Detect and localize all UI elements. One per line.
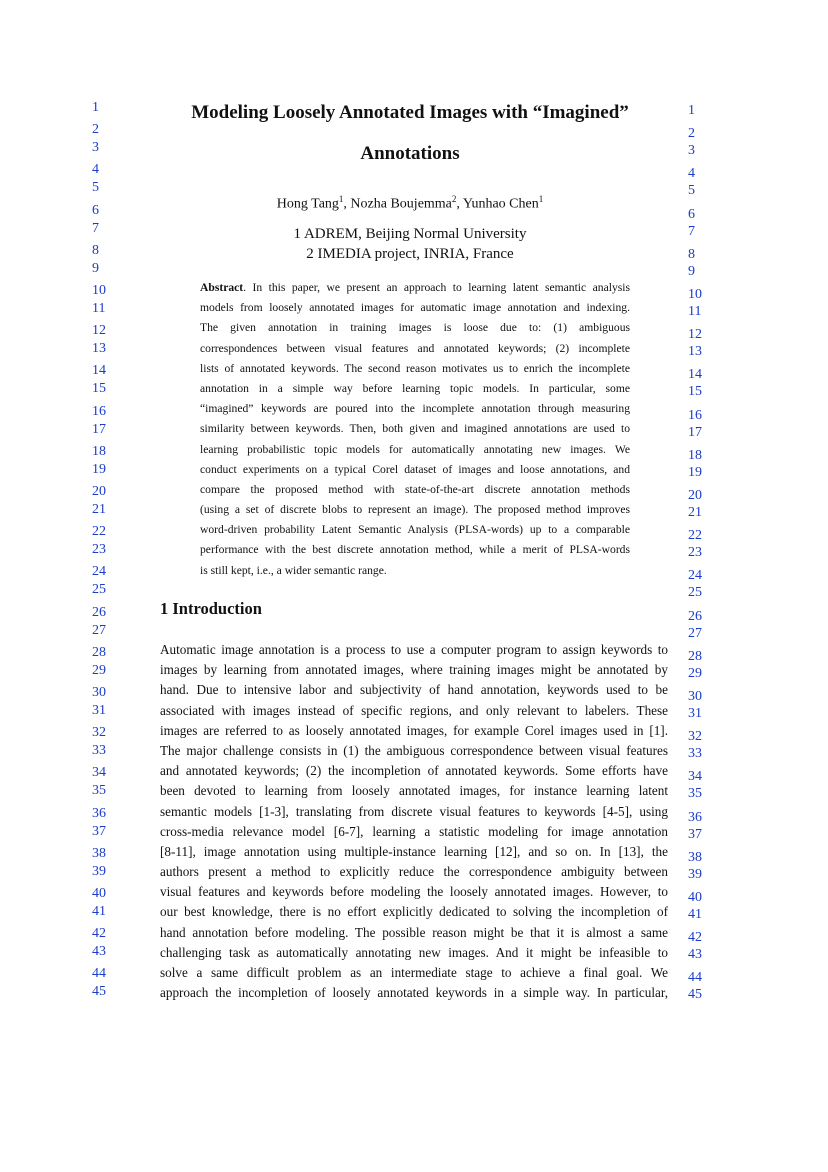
line-number: 40 bbox=[92, 885, 106, 901]
abstract-line: is still kept, i.e., a wider semantic range. bbox=[200, 563, 387, 577]
line-number: 43 bbox=[688, 947, 702, 963]
body-text bbox=[160, 640, 668, 1003]
line-number: 26 bbox=[688, 608, 702, 624]
line-number: 1 bbox=[92, 100, 99, 115]
section-heading: 1 Introduction bbox=[160, 599, 262, 618]
line-number: 44 bbox=[92, 966, 106, 982]
line-number: 15 bbox=[688, 384, 702, 400]
author-affiliation-mark: 1 bbox=[338, 194, 344, 204]
body-line: hand annotation before modeling. The possible reason might be that it is almost a same bbox=[160, 924, 668, 940]
line-number: 28 bbox=[92, 644, 106, 660]
line-number: 35 bbox=[92, 783, 106, 799]
line-number: 30 bbox=[688, 688, 702, 704]
line-number: 12 bbox=[688, 327, 702, 343]
abstract-line: correspondences between visual features and annotated keywords; (2) incomplete bbox=[200, 341, 630, 355]
abstract-line: compare the proposed method with state-of-the-art discrete annotation methods bbox=[200, 482, 630, 496]
line-number: 10 bbox=[688, 286, 702, 302]
affiliation: 1 ADREM, Beijing Normal University bbox=[293, 226, 527, 242]
body-line: approach the incompletion of loosely annotated keywords in a simple way. In particular, bbox=[160, 985, 668, 1001]
paper-title-line-2: Annotations bbox=[360, 143, 460, 164]
line-number: 16 bbox=[688, 407, 702, 423]
line-number: 6 bbox=[92, 202, 99, 218]
line-number: 17 bbox=[92, 421, 106, 437]
line-number: 19 bbox=[92, 461, 106, 477]
line-number: 18 bbox=[688, 447, 702, 463]
line-number: 42 bbox=[688, 930, 702, 946]
line-number: 11 bbox=[688, 304, 702, 319]
line-number: 40 bbox=[688, 889, 702, 905]
body-line: and annotated keywords; (2) the incompletion of annotated keywords. Some efforts have bbox=[160, 763, 668, 779]
line-number: 28 bbox=[688, 648, 702, 664]
line-number: 34 bbox=[92, 765, 106, 781]
line-number: 41 bbox=[688, 907, 702, 922]
affiliation: 2 IMEDIA project, INRIA, France bbox=[306, 246, 514, 262]
line-number: 19 bbox=[688, 464, 702, 480]
line-number: 33 bbox=[92, 743, 106, 759]
line-number: 20 bbox=[92, 483, 106, 499]
line-number: 25 bbox=[688, 585, 702, 601]
line-number: 5 bbox=[688, 183, 695, 199]
line-number: 38 bbox=[688, 849, 702, 865]
line-number: 4 bbox=[688, 166, 695, 182]
line-number: 44 bbox=[688, 970, 702, 986]
line-number: 37 bbox=[688, 826, 702, 842]
body-line: associated with images instead of specific regions, and only relevant to labelers. These bbox=[160, 702, 668, 718]
line-number: 36 bbox=[92, 805, 106, 821]
abstract-line: (using a set of discrete blobs to represent an image). The proposed method improves bbox=[200, 503, 630, 517]
body-line: Automatic image annotation is a process to use a computer program to assign keywords to bbox=[160, 642, 668, 657]
line-number: 42 bbox=[92, 926, 106, 942]
line-number: 37 bbox=[92, 823, 106, 839]
line-number: 5 bbox=[92, 180, 99, 196]
author-affiliation-mark: 2 bbox=[451, 194, 457, 204]
abstract-line: models from loosely annotated images for automatic image annotation and indexing. bbox=[200, 301, 630, 315]
line-number: 32 bbox=[92, 725, 106, 741]
line-number: 20 bbox=[688, 487, 702, 503]
line-number: 23 bbox=[92, 542, 106, 558]
paper-title-line-1: Modeling Loosely Annotated Images with “Imagined” bbox=[191, 102, 629, 123]
line-number: 39 bbox=[92, 863, 106, 879]
line-number: 9 bbox=[92, 260, 99, 276]
abstract-line: learning probabilistic topic models for automatically annotating new images. We bbox=[200, 442, 630, 456]
line-number: 14 bbox=[688, 367, 702, 383]
line-number: 31 bbox=[688, 706, 702, 721]
line-number: 36 bbox=[688, 809, 702, 825]
line-number: 8 bbox=[688, 246, 695, 262]
abstract-line: performance with the best discrete annotation method, while a merit of PLSA-words bbox=[200, 543, 630, 557]
line-number: 25 bbox=[92, 582, 106, 598]
line-number: 13 bbox=[92, 341, 106, 357]
line-number: 27 bbox=[92, 622, 106, 638]
author-separator: , bbox=[343, 196, 351, 212]
line-number: 38 bbox=[92, 845, 106, 861]
line-number: 45 bbox=[92, 984, 106, 1000]
line-number: 31 bbox=[92, 703, 106, 718]
line-number: 35 bbox=[688, 786, 702, 802]
body-line: authors present a method to explicitly reduce the correspondence ambiguity between bbox=[160, 864, 668, 880]
abstract bbox=[200, 278, 630, 581]
body-line: [8-11], image annotation using multiple-instance learning [12], and so on. In [13], the bbox=[160, 843, 668, 859]
line-number: 21 bbox=[688, 505, 702, 520]
line-number: 29 bbox=[688, 665, 702, 681]
author-list bbox=[160, 194, 660, 213]
abstract-line: The given annotation in training images is loose due to: (1) ambiguous bbox=[200, 321, 630, 335]
author-separator: , bbox=[456, 196, 463, 212]
author-affiliation-mark: 1 bbox=[538, 194, 544, 204]
body-line: The major challenge consists in (1) the ambiguous correspondence between visual features bbox=[160, 742, 668, 758]
line-number: 30 bbox=[92, 684, 106, 700]
abstract-line: Abstract. In this paper, we present an approach to learning latent semantic analysis bbox=[200, 281, 630, 294]
line-number: 22 bbox=[92, 524, 106, 540]
line-number: 11 bbox=[92, 301, 106, 316]
abstract-line: word-driven probability Latent Semantic Analysis (PLSA-words) up to a comparable bbox=[200, 523, 630, 537]
body-line: images by learning from annotated images, where training images might be annotated by bbox=[160, 662, 668, 678]
abstract-line: lists of annotated keywords. The second reason motivates us to enrich the incomplete bbox=[200, 361, 630, 375]
line-number: 24 bbox=[688, 568, 702, 584]
body-line: solve a same difficult problem as an intermediate stage to achieve a final goal. We bbox=[160, 965, 668, 980]
line-number: 43 bbox=[92, 944, 106, 960]
abstract-line: conduct experiments on a typical Corel dataset of images and loose annotations, and bbox=[200, 462, 630, 476]
line-number: 32 bbox=[688, 729, 702, 745]
body-line: images are referred to as loosely annotated images, for example Corel images used in [1]. bbox=[160, 722, 668, 738]
line-number: 8 bbox=[92, 242, 99, 258]
line-number: 9 bbox=[688, 263, 695, 279]
body-line: cross-media relevance model [6-7], learning a statistic modeling for image annotation bbox=[160, 823, 668, 839]
line-number: 7 bbox=[688, 223, 695, 239]
body-line: challenging task as automatically annotating new images. And it might be infeasible to bbox=[160, 944, 668, 960]
line-number: 3 bbox=[92, 140, 99, 156]
author-name: Yunhao Chen bbox=[462, 196, 539, 212]
line-number: 4 bbox=[92, 162, 99, 178]
author-name: Nozha Boujemma bbox=[350, 196, 452, 212]
line-number: 1 bbox=[688, 103, 695, 118]
line-number: 26 bbox=[92, 604, 106, 620]
line-number: 2 bbox=[688, 126, 695, 142]
line-number: 10 bbox=[92, 282, 106, 298]
line-number: 2 bbox=[92, 122, 99, 138]
line-number: 17 bbox=[688, 424, 702, 440]
line-number: 27 bbox=[688, 625, 702, 641]
line-number: 6 bbox=[688, 206, 695, 222]
abstract-label: Abstract bbox=[200, 281, 244, 294]
line-number: 3 bbox=[688, 143, 695, 159]
line-number: 22 bbox=[688, 528, 702, 544]
line-number: 12 bbox=[92, 323, 106, 339]
line-number: 24 bbox=[92, 564, 106, 580]
abstract-line: annotation in a simple way before learning topic models. In particular, some bbox=[200, 381, 630, 395]
line-number: 18 bbox=[92, 443, 106, 459]
body-line: hand. Due to intensive labor and subjectivity of hand annotation, keywords used to be bbox=[160, 682, 668, 698]
line-number: 15 bbox=[92, 381, 106, 397]
body-line: semantic models [1-3], translating from discrete visual features to keywords [4-5], using bbox=[160, 803, 668, 819]
body-line: our best knowledge, there is no effort explicitly dedicated to solving the incompletion of bbox=[160, 904, 668, 920]
line-number: 34 bbox=[688, 769, 702, 785]
line-number: 7 bbox=[92, 220, 99, 236]
line-number: 41 bbox=[92, 904, 106, 919]
line-number: 39 bbox=[688, 866, 702, 882]
body-line: visual features and keywords before modeling the loosely annotated images. However, to bbox=[160, 884, 668, 900]
line-number: 23 bbox=[688, 545, 702, 561]
author-name: Hong Tang bbox=[276, 196, 339, 212]
body-line: been devoted to learning from loosely annotated images, for instance learning latent bbox=[160, 783, 668, 799]
abstract-line: similarity between keywords. Then, both given and imagined annotations are used to bbox=[200, 422, 630, 436]
line-number: 45 bbox=[688, 987, 702, 1003]
line-number: 29 bbox=[92, 662, 106, 678]
abstract-line: “imagined” keywords are poured into the incomplete annotation through measuring bbox=[200, 402, 630, 416]
line-number: 21 bbox=[92, 502, 106, 517]
line-number: 13 bbox=[688, 344, 702, 360]
line-number: 33 bbox=[688, 746, 702, 762]
line-number: 16 bbox=[92, 403, 106, 419]
line-number: 14 bbox=[92, 363, 106, 379]
